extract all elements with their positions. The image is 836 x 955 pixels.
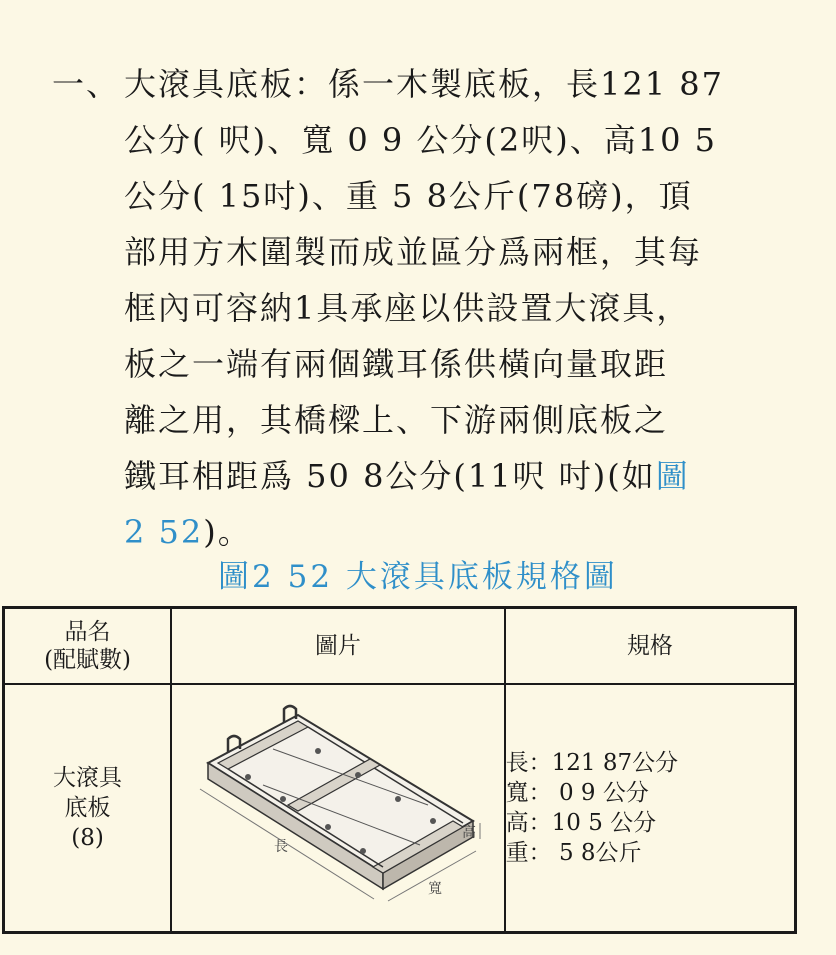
paragraph-line: 框內可容納1具承座以供設置大滾具，: [124, 289, 691, 327]
header-quantity-label: (配賦數): [44, 647, 132, 673]
figure-reference-link[interactable]: 2 52: [124, 513, 204, 551]
height-label: 高: [461, 825, 476, 841]
spec-weight: 重： 5 8公斤: [505, 840, 642, 866]
spec-table: [2, 606, 797, 934]
spec-height: 高：10 5 公分: [505, 810, 657, 836]
spec-width: 寬： 0 9 公分: [505, 780, 649, 806]
header-name: [4, 608, 172, 685]
header-spec: 規格: [505, 608, 796, 685]
spec-length: 長：121 87公分: [505, 750, 679, 776]
list-marker: 一、: [52, 65, 121, 103]
length-label: 長: [273, 839, 288, 855]
figure-caption: 圖2 52 大滾具底板規格圖: [218, 559, 618, 595]
paragraph-line: 部用方木圍製而成並區分爲兩框，其每: [124, 233, 703, 271]
paragraph-line-text: 鐵耳相距爲 50 8公分(11呎 吋)(如: [124, 457, 656, 495]
item-picture-cell: [171, 684, 505, 933]
item-name-line: 底板: [64, 795, 111, 821]
width-label: 寬: [427, 881, 442, 897]
paragraph-line-text: )。: [203, 513, 252, 551]
paragraph-line: 公分( 呎)、寬 0 9 公分(2呎)、高10 5: [124, 121, 717, 159]
paragraph-line: 板之一端有兩個鐵耳係供橫向量取距: [124, 345, 669, 383]
item-spec-cell: [505, 684, 796, 933]
paragraph-line: 離之用，其橋樑上、下游兩側底板之: [124, 401, 669, 439]
paragraph-line: 大滾具底板：係一木製底板，長121 87: [124, 65, 724, 103]
table-row: [4, 684, 796, 933]
paragraph-lines: [124, 56, 814, 560]
paragraph-line: [124, 448, 814, 504]
paragraph-line: 公分( 15吋)、重 5 8公斤(78磅)，頂: [124, 177, 693, 215]
table-header-row: [4, 608, 796, 685]
item-quantity: (8): [71, 825, 104, 851]
header-picture: 圖片: [171, 608, 505, 685]
figure-reference-link[interactable]: 圖: [655, 457, 690, 495]
header-name-label: 品名: [64, 619, 111, 645]
base-plate-illustration: [188, 693, 488, 923]
item-name-cell: [4, 684, 172, 933]
item-name-line: 大滾具: [53, 765, 123, 791]
